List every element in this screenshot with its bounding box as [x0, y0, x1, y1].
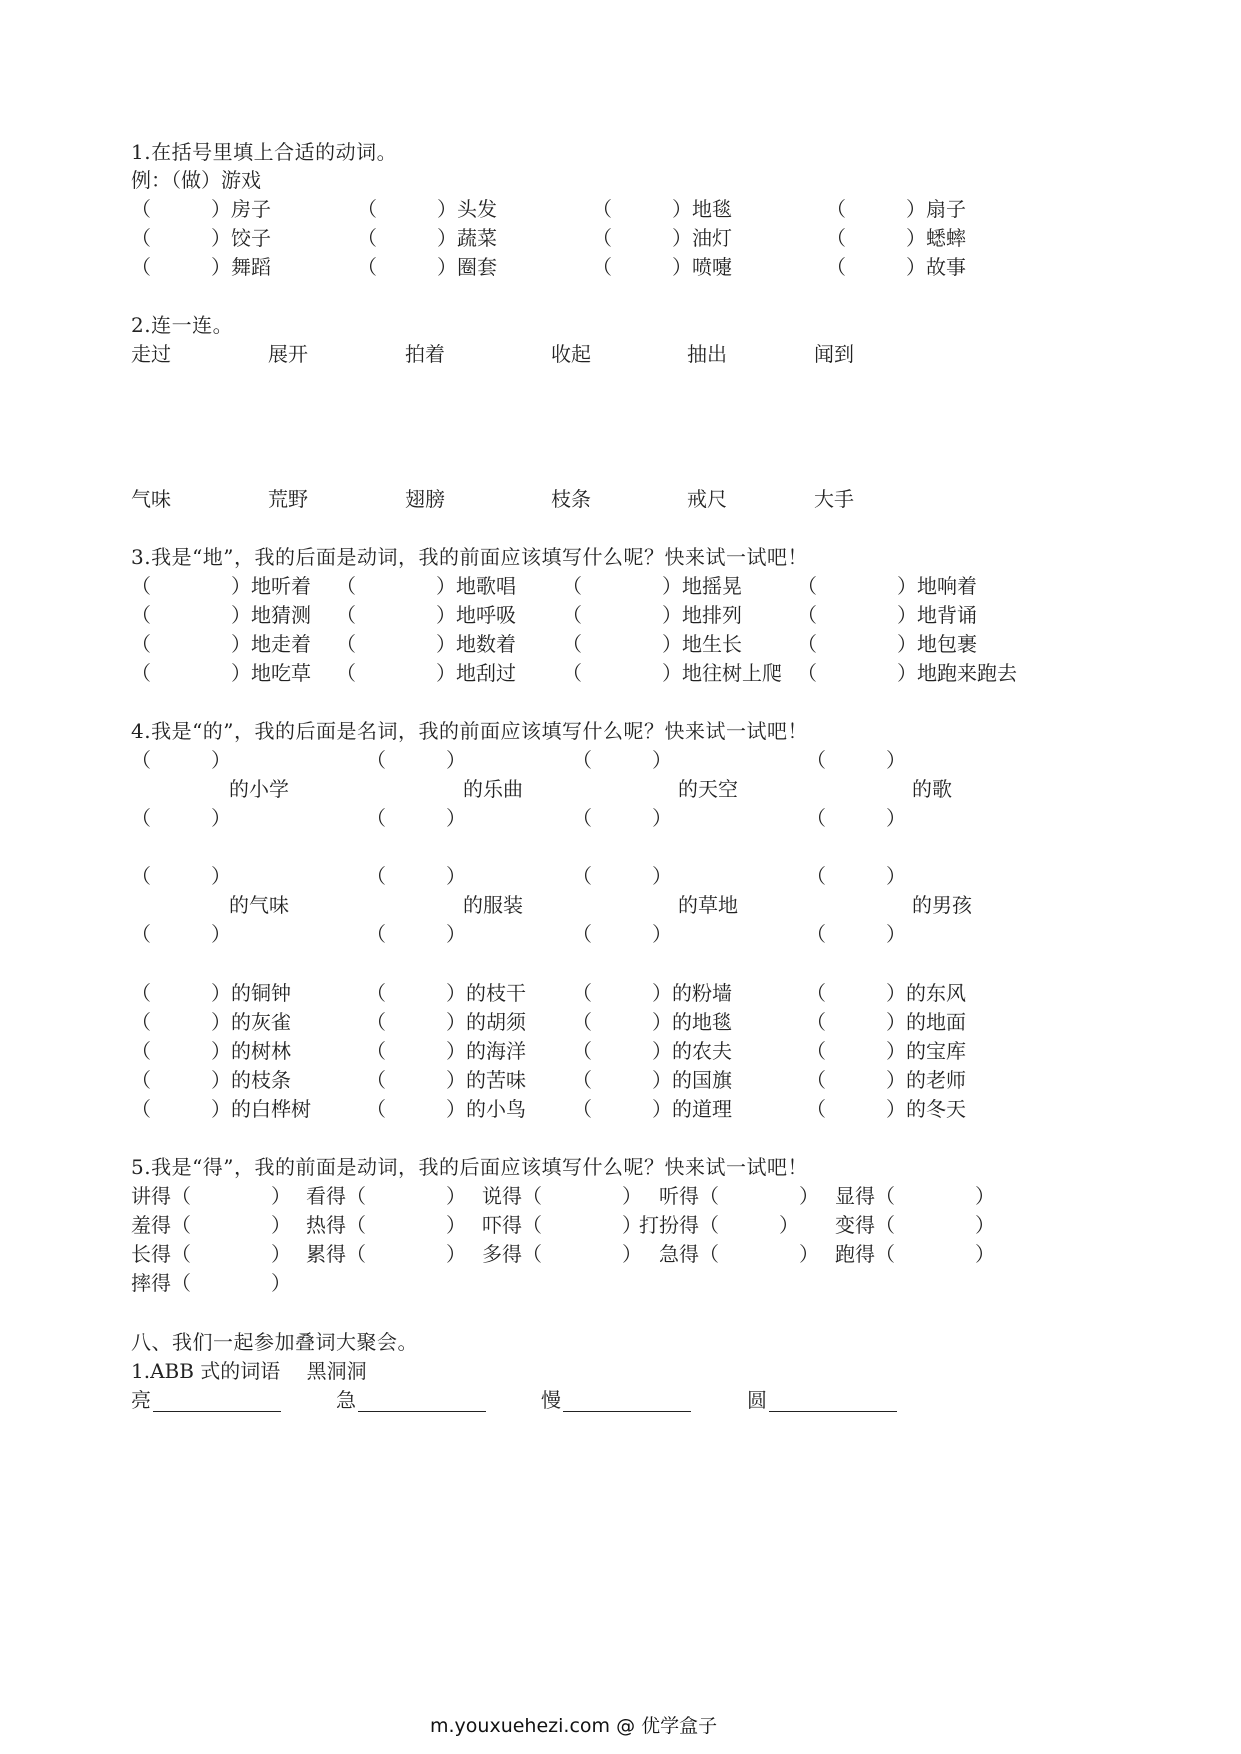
- q4-item[interactable]: （ ）的苦味: [366, 1068, 526, 1092]
- abb-char: 亮: [131, 1388, 151, 1412]
- q4-item[interactable]: （ ）的白桦树: [131, 1097, 311, 1121]
- q4-item[interactable]: （ ）的东风: [806, 981, 966, 1005]
- q4-item[interactable]: （ ）的枝条: [131, 1068, 291, 1092]
- q3-title: 3.我是“地”，我的后面是动词，我的前面应该填写什么呢？快来试一试吧！: [131, 545, 809, 569]
- q3-item[interactable]: （ ）地排列: [562, 603, 742, 627]
- q3-item[interactable]: （ ）地响着: [797, 574, 977, 598]
- q1-item[interactable]: （ ）饺子: [131, 226, 271, 250]
- q4-item[interactable]: （ ）的铜钟: [131, 981, 291, 1005]
- q4-item[interactable]: （ ）的粉墙: [572, 981, 732, 1005]
- q4-item[interactable]: （ ）的枝干: [366, 981, 526, 1005]
- q3-item[interactable]: （ ）地背诵: [797, 603, 977, 627]
- q4-paren[interactable]: （ ）: [806, 922, 906, 946]
- q2-bottom-word[interactable]: 荒野: [268, 487, 308, 511]
- q4-paren[interactable]: （ ）: [572, 864, 672, 888]
- blank-line[interactable]: [563, 1391, 691, 1412]
- q4-paren[interactable]: （ ）: [366, 806, 466, 830]
- q3-item[interactable]: （ ）地往树上爬: [562, 661, 782, 685]
- q2-bottom-word[interactable]: 翅膀: [405, 487, 445, 511]
- q3-item[interactable]: （ ）地听着: [131, 574, 311, 598]
- q4-paren[interactable]: （ ）: [366, 864, 466, 888]
- section8-title: 八、我们一起参加叠词大聚会。: [131, 1330, 418, 1354]
- abb-item[interactable]: [336, 1388, 486, 1412]
- q5-item[interactable]: 显得（ ）: [835, 1184, 995, 1208]
- q5-item[interactable]: 累得（ ）: [306, 1242, 466, 1266]
- q2-top-word[interactable]: 闻到: [814, 342, 854, 366]
- q5-item[interactable]: 说得（ ）: [482, 1184, 642, 1208]
- abb-char: 圆: [747, 1388, 767, 1412]
- q4-noun: 的小学: [229, 777, 289, 801]
- q4-item[interactable]: （ ）的宝库: [806, 1039, 966, 1063]
- q4-paren[interactable]: （ ）: [131, 806, 231, 830]
- q3-item[interactable]: （ ）地猜测: [131, 603, 311, 627]
- q1-item[interactable]: （ ）蔬菜: [357, 226, 497, 250]
- q4-noun: 的男孩: [912, 893, 972, 917]
- q4-title: 4.我是“的”，我的后面是名词，我的前面应该填写什么呢？快来试一试吧！: [131, 719, 809, 743]
- q1-item[interactable]: （ ）舞蹈: [131, 255, 271, 279]
- abb-item[interactable]: [747, 1388, 897, 1412]
- q4-item[interactable]: （ ）的老师: [806, 1068, 966, 1092]
- q5-item[interactable]: 讲得（ ）: [131, 1184, 291, 1208]
- q4-paren[interactable]: （ ）: [131, 748, 231, 772]
- q3-item[interactable]: （ ）地呼吸: [336, 603, 516, 627]
- q2-title: 2.连一连。: [131, 313, 234, 337]
- q4-paren[interactable]: （ ）: [572, 922, 672, 946]
- q4-paren[interactable]: （ ）: [366, 748, 466, 772]
- q1-item[interactable]: （ ）喷嚏: [592, 255, 732, 279]
- q5-item[interactable]: 变得（ ）: [835, 1213, 995, 1237]
- q4-item[interactable]: （ ）的胡须: [366, 1010, 526, 1034]
- q4-paren[interactable]: （ ）: [572, 806, 672, 830]
- abb-item[interactable]: [131, 1388, 281, 1412]
- q5-item[interactable]: 多得（ ）: [482, 1242, 642, 1266]
- q4-item[interactable]: （ ）的冬天: [806, 1097, 966, 1121]
- q5-item[interactable]: 摔得（ ）: [131, 1271, 291, 1295]
- q4-item[interactable]: （ ）的农夫: [572, 1039, 732, 1063]
- q1-example: 例：（做）游戏: [131, 168, 261, 192]
- q1-item[interactable]: （ ）地毯: [592, 197, 732, 221]
- q3-item[interactable]: （ ）地跑来跑去: [797, 661, 1017, 685]
- q5-title: 5.我是“得”，我的前面是动词，我的后面应该填写什么呢？快来试一试吧！: [131, 1155, 809, 1179]
- q2-bottom-word[interactable]: 枝条: [551, 487, 591, 511]
- q1-item[interactable]: （ ）圈套: [357, 255, 497, 279]
- q2-top-word[interactable]: 抽出: [687, 342, 727, 366]
- q5-item[interactable]: 长得（ ）: [131, 1242, 291, 1266]
- q4-item[interactable]: （ ）的地面: [806, 1010, 966, 1034]
- q3-item[interactable]: （ ）地生长: [562, 632, 742, 656]
- q4-paren[interactable]: （ ）: [806, 864, 906, 888]
- q3-item[interactable]: （ ）地数着: [336, 632, 516, 656]
- q4-item[interactable]: （ ）的地毯: [572, 1010, 732, 1034]
- q3-item[interactable]: （ ）地摇晃: [562, 574, 742, 598]
- q4-noun: 的服装: [463, 893, 523, 917]
- q5-item[interactable]: 看得（ ）: [306, 1184, 466, 1208]
- abb-item[interactable]: [541, 1388, 691, 1412]
- q3-item[interactable]: （ ）地走着: [131, 632, 311, 656]
- q1-item[interactable]: （ ）房子: [131, 197, 271, 221]
- q4-paren[interactable]: （ ）: [131, 864, 231, 888]
- q4-paren[interactable]: （ ）: [572, 748, 672, 772]
- q1-item[interactable]: （ ）蟋蟀: [826, 226, 966, 250]
- q4-item[interactable]: （ ）的小鸟: [366, 1097, 526, 1121]
- blank-line[interactable]: [769, 1391, 897, 1412]
- q4-item[interactable]: （ ）的国旗: [572, 1068, 732, 1092]
- q4-item[interactable]: （ ）的道理: [572, 1097, 732, 1121]
- q5-item[interactable]: 羞得（ ）: [131, 1213, 291, 1237]
- q2-top-word[interactable]: 走过: [131, 342, 171, 366]
- section8-subtitle: 1.ABB 式的词语 黑洞洞: [131, 1359, 367, 1383]
- abb-char: 慢: [541, 1388, 561, 1412]
- blank-line[interactable]: [358, 1391, 486, 1412]
- q5-item[interactable]: 打扮得（ ）: [639, 1213, 799, 1237]
- q1-item[interactable]: （ ）故事: [826, 255, 966, 279]
- q1-item[interactable]: （ ）扇子: [826, 197, 966, 221]
- q4-item[interactable]: （ ）的灰雀: [131, 1010, 291, 1034]
- q4-paren[interactable]: （ ）: [366, 922, 466, 946]
- q4-paren[interactable]: （ ）: [806, 748, 906, 772]
- blank-line[interactable]: [153, 1391, 281, 1412]
- q4-item[interactable]: （ ）的树林: [131, 1039, 291, 1063]
- q5-item[interactable]: 热得（ ）: [306, 1213, 466, 1237]
- q1-title: 1.在括号里填上合适的动词。: [131, 140, 398, 164]
- q3-item[interactable]: （ ）地刮过: [336, 661, 516, 685]
- q3-item[interactable]: （ ）地歌唱: [336, 574, 516, 598]
- q1-item[interactable]: （ ）油灯: [592, 226, 732, 250]
- q3-item[interactable]: （ ）地吃草: [131, 661, 311, 685]
- q4-noun: 的草地: [678, 893, 738, 917]
- q5-item[interactable]: 跑得（ ）: [835, 1242, 995, 1266]
- q5-item[interactable]: 吓得（ ）: [482, 1213, 642, 1237]
- q2-bottom-word[interactable]: 大手: [814, 487, 854, 511]
- q4-paren[interactable]: （ ）: [806, 806, 906, 830]
- q2-bottom-word[interactable]: 戒尺: [687, 487, 727, 511]
- q4-noun: 的气味: [229, 893, 289, 917]
- q4-item[interactable]: （ ）的海洋: [366, 1039, 526, 1063]
- q4-noun: 的天空: [678, 777, 738, 801]
- q2-top-word[interactable]: 收起: [551, 342, 591, 366]
- page-footer: m.youxuehezi.com @ 优学盒子: [430, 1715, 718, 1737]
- q4-noun: 的歌: [912, 777, 952, 801]
- q1-item[interactable]: （ ）头发: [357, 197, 497, 221]
- q4-noun: 的乐曲: [463, 777, 523, 801]
- abb-char: 急: [336, 1388, 356, 1412]
- q5-item[interactable]: 急得（ ）: [659, 1242, 819, 1266]
- q2-bottom-word[interactable]: 气味: [131, 487, 171, 511]
- q2-top-word[interactable]: 拍着: [405, 342, 445, 366]
- q3-item[interactable]: （ ）地包裹: [797, 632, 977, 656]
- q5-item[interactable]: 听得（ ）: [659, 1184, 819, 1208]
- q2-top-word[interactable]: 展开: [268, 342, 308, 366]
- q4-paren[interactable]: （ ）: [131, 922, 231, 946]
